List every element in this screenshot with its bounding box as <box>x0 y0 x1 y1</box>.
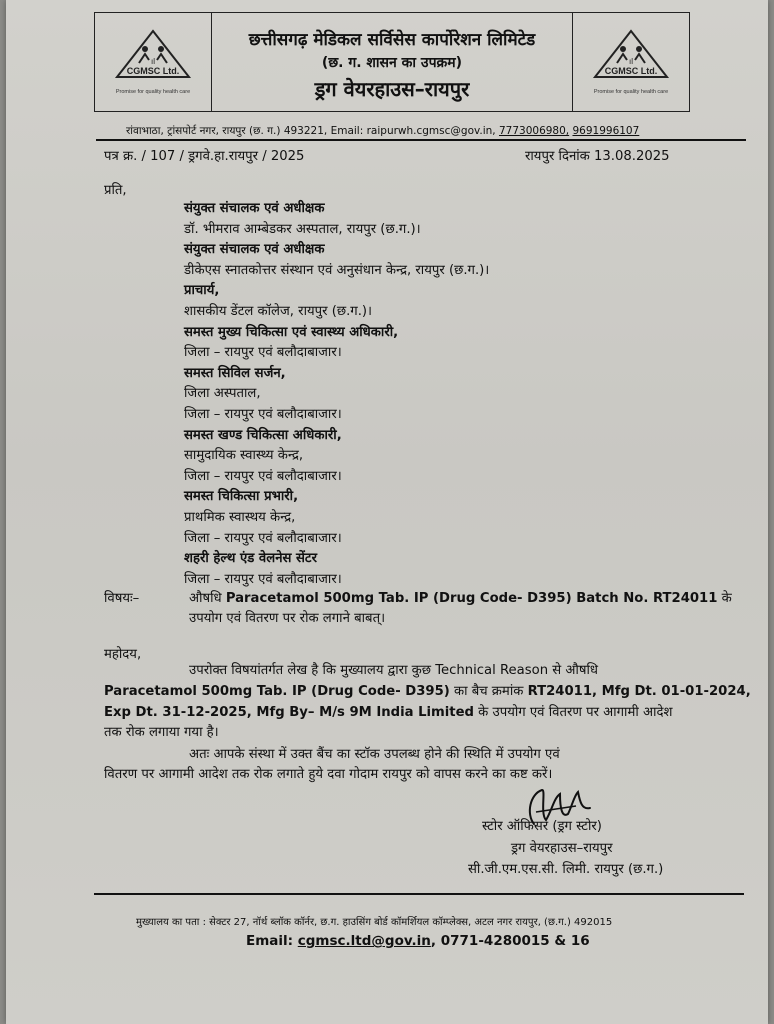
recipient-address: जिला – रायपुर एवं बलौदाबाजार। <box>184 530 342 546</box>
recipient-address: जिला – रायपुर एवं बलौदाबाजार। <box>184 345 342 361</box>
recipient-address: डीकेएस स्नातकोत्तर संस्थान एवं अनुसंधान केन्द्र, रायपुर (छ.ग.)। <box>184 262 490 278</box>
svg-text:ıl: ıl <box>629 57 633 66</box>
cgmsc-logo-icon <box>587 27 675 87</box>
body-text: के उपयोग एवं वितरण पर आगामी आदेश <box>473 705 673 720</box>
footer-email-label: Email: <box>246 933 298 949</box>
email-label: Email: <box>330 125 367 137</box>
svg-text:CGMSC Ltd.: CGMSC Ltd. <box>604 66 658 76</box>
phone-2: 9691996107 <box>572 125 640 137</box>
signatory-org: सी.जी.एम.एस.सी. लिमी. रायपुर (छ.ग.) <box>468 862 664 877</box>
hq-address: सेक्टर 27, नॉर्थ ब्लॉक कॉर्नर, छ.ग. हाउसिंग बोर्ड कॉमर्शियल कॉम्प्लेक्स, अटल नगर रायपुर, (छ.ग.) 492015 <box>209 917 613 928</box>
cgmsc-logo-icon <box>109 27 197 87</box>
email-link[interactable]: raipurwh.cgmsc@gov.in, <box>366 125 496 137</box>
subject-line-1 <box>189 588 732 606</box>
recipient-designation: समस्त सिविल सर्जन, <box>184 365 286 381</box>
footer-email-link[interactable]: cgmsc.ltd@gov.in <box>297 933 431 949</box>
recipient-address: प्राथमिक स्वास्थय केन्द्र, <box>184 510 296 525</box>
org-subtitle: (छ. ग. शासन का उपक्रम) <box>321 55 463 71</box>
recipient-address: जिला अस्पताल, <box>184 386 261 402</box>
reference-number: पत्र क्र. / 107 / ड्रगवे.हा.रायपुर / 2025 <box>104 149 305 164</box>
recipient-address: सामुदायिक स्वास्थ्य केन्द्र, <box>184 448 304 464</box>
recipient-designation: शहरी हेल्थ एंड वेलनेस सेंटर <box>184 551 317 567</box>
signatory-office: ड्रग वेयरहाउस–रायपुर <box>511 841 613 856</box>
org-name: छत्तीसगढ़ मेडिकल सर्विसेस कार्पोरेशन लिमिटेड <box>248 30 536 50</box>
subject-label: विषयः– <box>104 591 140 606</box>
logo-tagline: Promise for quality health care <box>593 89 669 95</box>
recipient-designation: प्राचार्य, <box>184 283 220 299</box>
body-line: वितरण पर आगामी आदेश तक रोक लगाते हुये दवा गोदाम रायपुर को वापस करने का कष्ट करें। <box>104 767 553 782</box>
signatory-title: स्टोर ऑफिसर (ड्रग स्टोर) <box>482 819 602 834</box>
warehouse-name: ड्रग वेयरहाउस–रायपुर <box>314 77 470 101</box>
subject-text: औषधि <box>189 591 226 606</box>
body-line: उपरोक्त विषयांतर्गत लेख है कि मुख्यालय द्वारा कुछ Technical Reason से औषधि <box>189 663 598 678</box>
body-text: का बैच क्रमांक <box>449 684 528 699</box>
recipient-address: जिला – रायपुर एवं बलौदाबाजार। <box>184 407 342 422</box>
body-line <box>104 703 672 723</box>
phone-1: 7773006980, <box>498 125 570 137</box>
subject-drug: Paracetamol 500mg Tab. IP (Drug Code- D395) Batch No. RT24011 <box>225 591 718 606</box>
body-line <box>104 682 751 702</box>
subject-line-2: उपयोग एवं वितरण पर रोक लगाने बाबत्। <box>189 611 386 626</box>
body-line: अतः आपके संस्था में उक्त बैंच का स्टॉक उपलब्ध होने की स्थिति में उपयोग एवं <box>189 747 560 762</box>
recipient-designation: संयुक्त संचालक एवं अधीक्षक <box>184 201 325 216</box>
recipient-address: डॉ. भीमराव आम्बेडकर अस्पताल, रायपुर (छ.ग.)। <box>184 221 421 237</box>
recipient-designation: समस्त मुख्य चिकित्सा एवं स्वास्थ्य अधिकारी, <box>184 324 399 340</box>
footer-contact <box>246 933 590 949</box>
body-drug: Paracetamol 500mg Tab. IP (Drug Code- D395) <box>104 684 450 699</box>
svg-text:ıl: ıl <box>151 57 155 66</box>
recipient-designation: समस्त खण्ड चिकित्सा अधिकारी, <box>184 427 342 443</box>
logo-right <box>572 13 689 111</box>
footer-phone: , 0771-4280015 & 16 <box>430 933 590 949</box>
address: रांवाभाठा, ट्रांसपोर्ट नगर, रायपुर (छ. ग.) 493221, <box>126 125 328 137</box>
svg-text:CGMSC Ltd.: CGMSC Ltd. <box>126 66 180 76</box>
letterhead <box>94 12 690 112</box>
recipient-designation: समस्त चिकित्सा प्रभारी, <box>184 489 299 505</box>
recipient-designation: संयुक्त संचालक एवं अधीक्षक <box>184 242 325 258</box>
subject-text: के <box>717 591 732 606</box>
logo-tagline: Promise for quality health care <box>115 89 191 95</box>
recipient-address: जिला – रायपुर एवं बलौदाबाजार। <box>184 468 342 484</box>
hq-label: मुख्यालय का पता : <box>136 917 206 928</box>
footer-divider <box>94 893 744 895</box>
letter-page <box>6 0 768 1024</box>
body-expiry: Exp Dt. 31-12-2025, Mfg By– M/s 9M India Limited <box>104 705 474 720</box>
recipient-address: जिला – रायपुर एवं बलौदाबाजार। <box>184 571 342 587</box>
body-batch: RT24011, Mfg Dt. 01-01-2024, <box>527 684 751 699</box>
to-label: प्रति, <box>104 183 127 198</box>
salutation: महोदय, <box>104 647 142 662</box>
letter-date: रायपुर दिनांक 13.08.2025 <box>525 149 670 164</box>
logo-left <box>95 13 212 111</box>
address-line <box>126 124 639 138</box>
footer-address <box>136 914 612 928</box>
header-divider <box>96 139 746 141</box>
recipient-address: शासकीय डेंटल कॉलेज, रायपुर (छ.ग.)। <box>184 304 373 319</box>
letterhead-titles <box>211 13 573 111</box>
body-line: तक रोक लगाया गया है। <box>104 725 219 740</box>
